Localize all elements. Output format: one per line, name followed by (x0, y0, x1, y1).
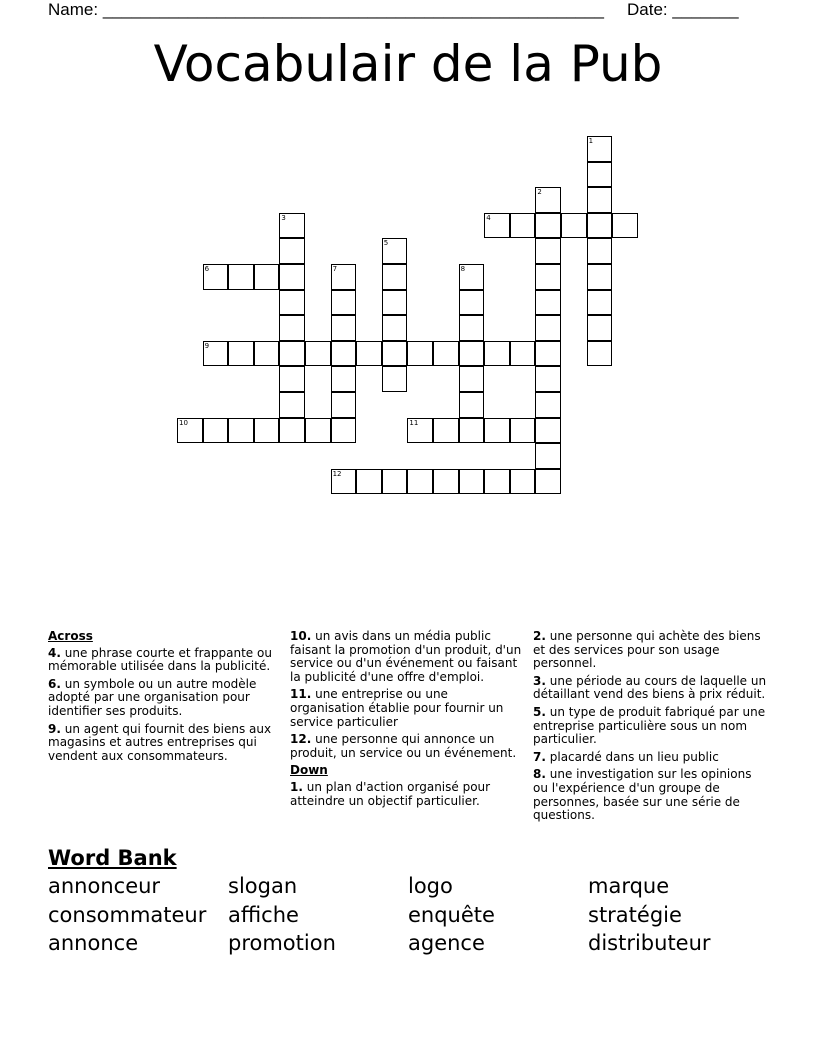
word-bank-item: slogan (228, 874, 298, 898)
grid-cell[interactable] (254, 418, 280, 444)
clue-down-8 (533, 768, 768, 822)
grid-cell[interactable] (433, 469, 459, 495)
word-bank-item: annonce (48, 931, 139, 955)
grid-cell[interactable] (535, 187, 561, 213)
clue-down-3 (533, 675, 768, 702)
grid-cell[interactable] (587, 264, 613, 290)
word-bank-item: annonceur (48, 874, 161, 898)
grid-cell[interactable] (484, 418, 510, 444)
grid-cell[interactable] (407, 418, 433, 444)
across-heading: Across (48, 629, 93, 643)
clue-number: 12. (290, 732, 312, 747)
clue-down-1 (290, 781, 525, 808)
grid-cell[interactable] (279, 290, 305, 316)
grid-cell[interactable] (382, 366, 408, 392)
grid-cell[interactable] (228, 341, 254, 367)
grid-cell[interactable] (587, 187, 613, 213)
cell-number: 8 (460, 265, 466, 273)
clue-number: 3. (533, 673, 546, 688)
grid-cell[interactable] (587, 213, 613, 239)
page-title: Vocabulair de la Pub (153, 35, 663, 93)
clue-across-4 (48, 647, 283, 674)
grid-cell[interactable] (254, 264, 280, 290)
grid-cell[interactable] (535, 418, 561, 444)
grid-cell[interactable] (587, 162, 613, 188)
word-bank-item: affiche (228, 903, 299, 927)
grid-cell[interactable] (331, 315, 357, 341)
grid-cell[interactable] (510, 341, 536, 367)
clue-number: 9. (48, 721, 61, 736)
grid-cell[interactable] (382, 238, 408, 264)
grid-cell[interactable] (331, 290, 357, 316)
word-bank-title: Word Bank (48, 846, 177, 870)
cell-number: 10 (179, 418, 188, 427)
grid-cell[interactable] (535, 238, 561, 264)
clue-column-2 (290, 630, 525, 812)
grid-cell[interactable] (279, 315, 305, 341)
cell-number: 6 (204, 265, 210, 273)
grid-cell[interactable] (459, 392, 485, 418)
clue-text: un avis dans un média public faisant la promotion d'un produit, d'un service ou d'un événement ou faisant la publicité d'une offre d'emploi. (290, 629, 522, 684)
grid-cell[interactable] (382, 315, 408, 341)
word-bank-item: distributeur (588, 931, 711, 955)
grid-cell[interactable] (587, 341, 613, 367)
clue-across-9 (48, 723, 283, 764)
clue-number: 5. (533, 704, 546, 719)
grid-cell[interactable] (356, 341, 382, 367)
grid-cell[interactable] (459, 469, 485, 495)
cell-number: 3 (281, 213, 286, 222)
grid-cell[interactable] (331, 392, 357, 418)
grid-cell[interactable] (203, 418, 229, 444)
grid-cell[interactable] (535, 469, 561, 495)
cell-number: 5 (383, 239, 389, 248)
grid-cell[interactable] (356, 469, 382, 495)
clue-across-6 (48, 678, 283, 719)
clue-text: une investigation sur les opinions ou l'expérience d'un groupe de personnes, basée sur une série de questions. (533, 767, 752, 823)
clue-text: une personne qui achète des biens et des services pour son usage personnel. (533, 629, 761, 671)
grid-cell[interactable] (228, 264, 254, 290)
grid-cell[interactable] (331, 469, 357, 495)
grid-cell[interactable] (279, 264, 305, 290)
grid-cell[interactable] (459, 418, 485, 444)
clue-down-2 (533, 630, 768, 671)
clue-text: placardé dans un lieu public (549, 749, 719, 764)
clue-number: 1. (290, 779, 303, 794)
clue-text: un symbole ou un autre modèle adopté par une organisation pour identifier ses produits. (48, 676, 257, 718)
grid-cell[interactable] (279, 366, 305, 392)
grid-cell[interactable] (561, 213, 587, 239)
cell-number: 7 (332, 265, 338, 273)
clue-down-7 (533, 751, 768, 765)
grid-cell[interactable] (407, 469, 433, 495)
grid-cell[interactable] (535, 392, 561, 418)
grid-cell[interactable] (535, 213, 561, 239)
cell-number: 12 (332, 469, 342, 478)
cell-number: 9 (204, 341, 210, 350)
grid-cell[interactable] (331, 341, 357, 367)
word-bank-item: consommateur (48, 903, 207, 927)
clue-column-3 (533, 630, 768, 827)
name-line: _____________________________________________________ (102, 0, 604, 19)
cell-number: 4 (486, 213, 491, 222)
grid-cell[interactable] (331, 264, 357, 290)
grid-cell[interactable] (459, 366, 485, 392)
word-bank-item: logo (408, 874, 453, 898)
grid-cell[interactable] (587, 315, 613, 341)
clue-across-12 (290, 733, 525, 760)
grid-cell[interactable] (484, 341, 510, 367)
grid-cell[interactable] (535, 341, 561, 367)
word-bank-item: promotion (228, 931, 336, 955)
grid-cell[interactable] (535, 315, 561, 341)
clue-text: une personne qui annonce un produit, un service ou un événement. (290, 732, 517, 760)
word-bank-item: stratégie (588, 903, 682, 927)
grid-cell[interactable] (407, 341, 433, 367)
clue-column-1 (48, 630, 283, 767)
clue-number: 4. (48, 645, 61, 660)
grid-cell[interactable] (228, 418, 254, 444)
grid-cell[interactable] (382, 469, 408, 495)
cell-number: 2 (537, 188, 542, 197)
word-bank-item: marque (588, 874, 670, 898)
grid-cell[interactable] (433, 418, 459, 444)
grid-cell[interactable] (535, 443, 561, 469)
grid-cell[interactable] (305, 418, 331, 444)
grid-cell[interactable] (279, 418, 305, 444)
clue-text: un type de produit fabriqué par une entreprise particulière sous un nom particulier. (533, 704, 766, 747)
clue-text: une entreprise ou une organisation établie pour fournir un service particulier (290, 687, 504, 729)
grid-cell[interactable] (510, 213, 536, 239)
grid-cell[interactable] (305, 341, 331, 367)
grid-cell[interactable] (535, 366, 561, 392)
grid-cell[interactable] (459, 264, 485, 290)
clue-across-10 (290, 630, 525, 684)
grid-cell[interactable] (587, 238, 613, 264)
clue-text: une phrase courte et frappante ou mémorable utilisée dans la publicité. (48, 645, 272, 674)
grid-cell[interactable] (203, 341, 229, 367)
grid-cell[interactable] (612, 213, 638, 239)
grid-cell[interactable] (382, 290, 408, 316)
grid-cell[interactable] (535, 290, 561, 316)
grid-cell[interactable] (535, 264, 561, 290)
grid-cell[interactable] (203, 264, 229, 290)
grid-cell[interactable] (279, 238, 305, 264)
clue-down-5 (533, 706, 768, 747)
word-bank-item: enquête (408, 903, 495, 927)
word-bank-item: agence (408, 931, 485, 955)
grid-cell[interactable] (459, 290, 485, 316)
grid-cell[interactable] (177, 418, 203, 444)
grid-cell[interactable] (459, 315, 485, 341)
grid-cell[interactable] (587, 136, 613, 162)
grid-cell[interactable] (279, 213, 305, 239)
clue-number: 11. (290, 687, 312, 702)
name-label: Name: (48, 0, 99, 19)
grid-cell[interactable] (331, 418, 357, 444)
clue-across-11 (290, 688, 525, 729)
down-heading: Down (290, 763, 328, 778)
clue-text: un plan d'action organisé pour atteindre un objectif particulier. (290, 779, 491, 808)
clue-number: 2. (533, 629, 546, 643)
cell-number: 1 (588, 137, 594, 145)
grid-cell[interactable] (484, 469, 510, 495)
grid-cell[interactable] (382, 264, 408, 290)
grid-cell[interactable] (459, 341, 485, 367)
date-line: _______ (672, 0, 739, 19)
clue-number: 7. (533, 749, 546, 764)
cell-number: 11 (409, 418, 419, 427)
grid-cell[interactable] (254, 341, 280, 367)
grid-cell[interactable] (382, 341, 408, 367)
clue-number: 10. (290, 629, 312, 643)
grid-cell[interactable] (510, 418, 536, 444)
grid-cell[interactable] (587, 290, 613, 316)
clue-number: 8. (533, 767, 546, 782)
grid-cell[interactable] (433, 341, 459, 367)
grid-cell[interactable] (331, 366, 357, 392)
clue-text: une période au cours de laquelle un détaillant vend des biens à prix réduit. (533, 673, 767, 702)
grid-cell[interactable] (279, 341, 305, 367)
date-label: Date: (627, 0, 668, 19)
clue-number: 6. (48, 676, 61, 691)
clue-text: un agent qui fournit des biens aux magasins et autres entreprises qui vendent aux consommateurs. (48, 721, 272, 763)
grid-cell[interactable] (484, 213, 510, 239)
grid-cell[interactable] (510, 469, 536, 495)
grid-cell[interactable] (279, 392, 305, 418)
